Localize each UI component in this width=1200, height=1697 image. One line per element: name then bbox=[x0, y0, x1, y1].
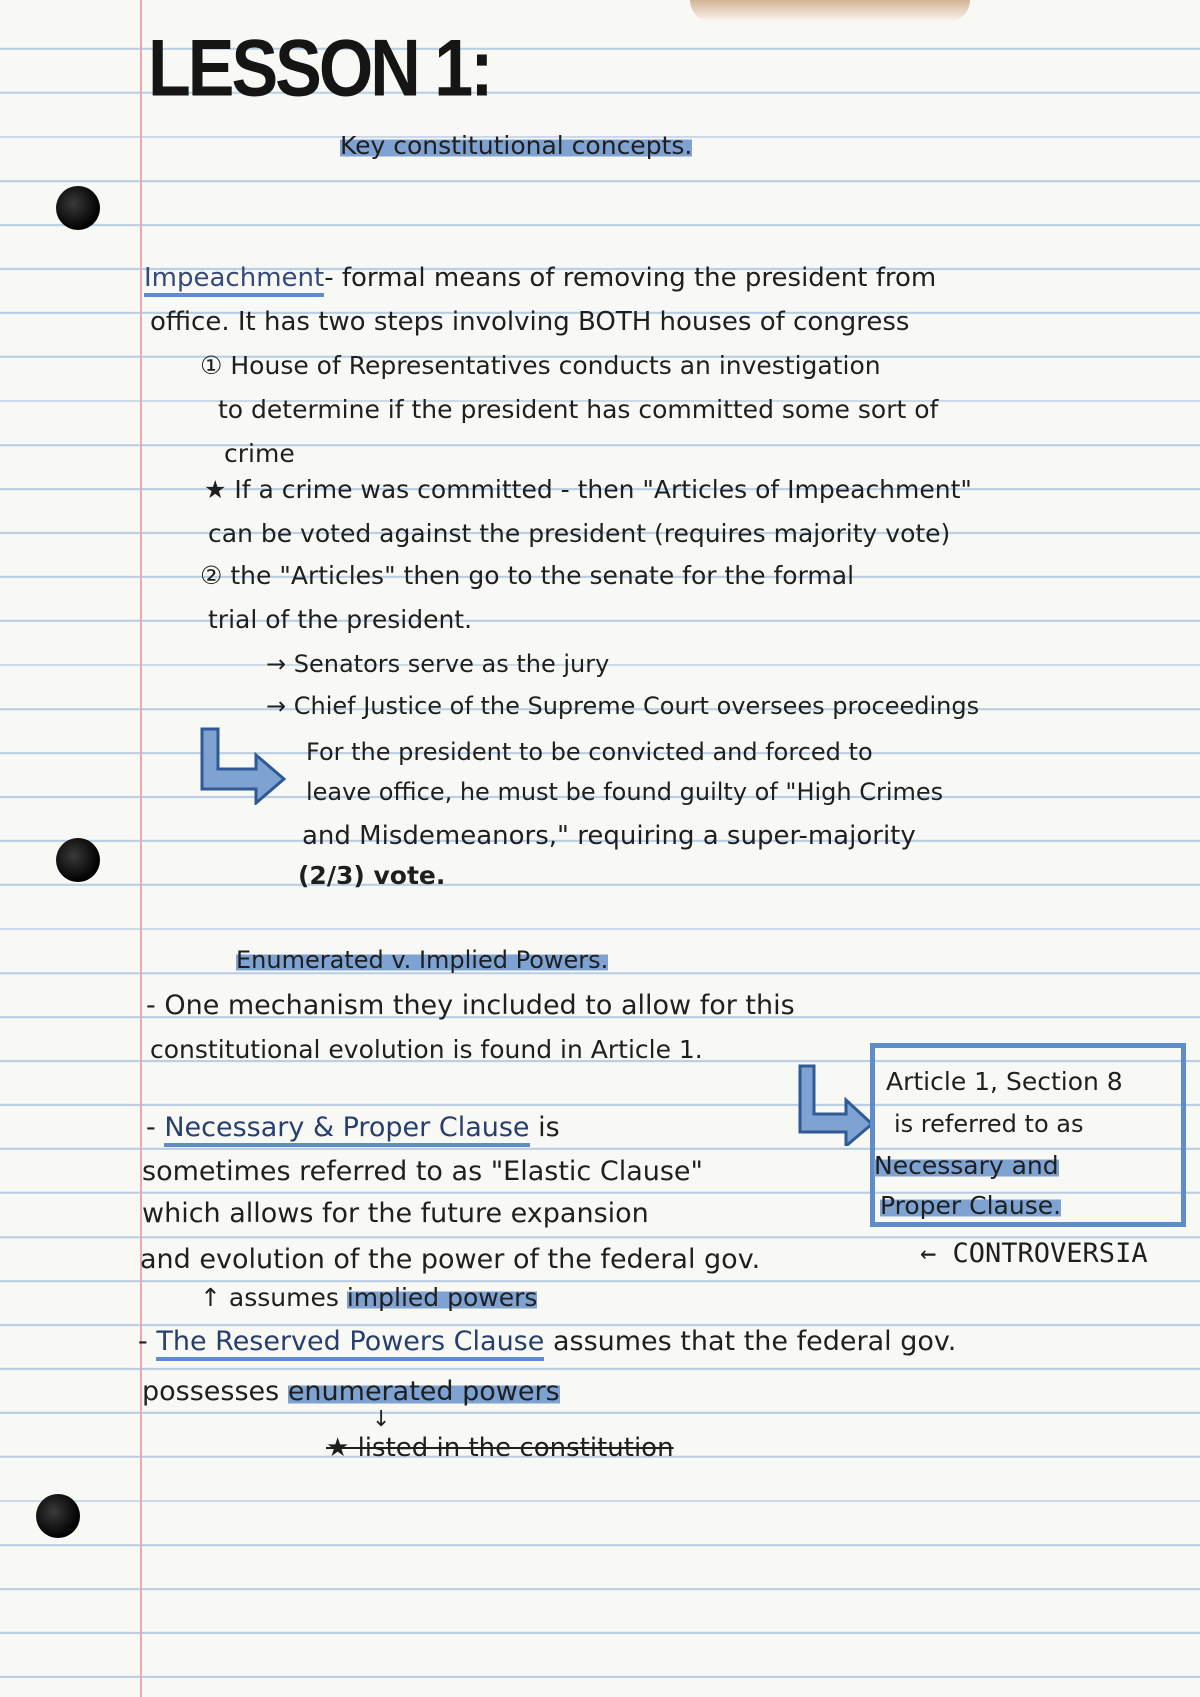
powers-line: - One mechanism they included to allow for this bbox=[146, 990, 795, 1021]
section-heading-key-concepts: Key constitutional concepts. bbox=[340, 131, 693, 160]
necessary-proper-line: and evolution of the power of the federal gov. bbox=[140, 1244, 761, 1275]
star-note-line: can be voted against the president (requires majority vote) bbox=[208, 519, 951, 548]
page-shadow bbox=[690, 0, 970, 22]
box-line: Necessary and bbox=[874, 1151, 1059, 1180]
conviction-line: and Misdemeanors," requiring a super-majority bbox=[302, 821, 916, 851]
bent-arrow-icon bbox=[796, 1062, 876, 1146]
star-note-line: ★ If a crime was committed - then "Articles of Impeachment" bbox=[204, 475, 972, 504]
reserved-powers-term: The Reserved Powers Clause bbox=[156, 1326, 544, 1361]
necessary-proper-term: Necessary & Proper Clause bbox=[164, 1112, 529, 1147]
binder-hole bbox=[36, 1494, 80, 1538]
step-one-line: crime bbox=[224, 439, 295, 468]
step-two-line: ② the "Articles" then go to the senate for the formal bbox=[200, 561, 855, 590]
star-icon: ★ bbox=[204, 475, 227, 504]
conviction-line: leave office, he must be found guilty of "High Crimes bbox=[306, 778, 944, 806]
controversial-note: ← CONTROVERSIA bbox=[920, 1238, 1148, 1269]
bullet-arrow-line: → Senators serve as the jury bbox=[266, 650, 610, 678]
enumerated-powers-term: enumerated powers bbox=[287, 1376, 560, 1407]
impeachment-term: Impeachment bbox=[144, 263, 324, 297]
box-line: is referred to as bbox=[894, 1110, 1084, 1138]
necessary-proper-line: - Necessary & Proper Clause is bbox=[146, 1112, 560, 1144]
necessary-proper-line: which allows for the future expansion bbox=[142, 1198, 649, 1229]
bent-arrow-icon bbox=[190, 725, 290, 805]
conviction-line: For the president to be convicted and forced to bbox=[306, 738, 873, 766]
down-arrow-icon: ↓ bbox=[372, 1407, 391, 1432]
box-line: Article 1, Section 8 bbox=[886, 1067, 1123, 1096]
implied-powers-term: implied powers bbox=[346, 1283, 538, 1312]
step-two-line: trial of the president. bbox=[208, 605, 473, 634]
margin-line bbox=[140, 0, 142, 1697]
binder-hole bbox=[56, 186, 100, 230]
impeachment-definition-line: office. It has two steps involving BOTH houses of congress bbox=[150, 307, 910, 337]
step-one-line: ① House of Representatives conducts an investigation bbox=[200, 351, 881, 380]
listed-note: ★ listed in the constitution bbox=[326, 1433, 674, 1463]
step-one-marker: ① bbox=[200, 351, 223, 380]
reserved-powers-line: possesses enumerated powers bbox=[142, 1376, 560, 1407]
box-line: Proper Clause. bbox=[880, 1191, 1062, 1220]
conviction-line: (2/3) vote. bbox=[298, 861, 446, 890]
section-heading-powers: Enumerated v. Implied Powers. bbox=[236, 946, 609, 974]
binder-hole bbox=[56, 838, 100, 882]
lesson-title: LESSON 1: bbox=[148, 23, 491, 113]
step-two-marker: ② bbox=[200, 561, 223, 590]
powers-line: constitutional evolution is found in Article 1. bbox=[150, 1035, 703, 1064]
necessary-proper-line: sometimes referred to as "Elastic Clause" bbox=[142, 1156, 703, 1187]
reserved-powers-line: - The Reserved Powers Clause assumes that the federal gov. bbox=[138, 1326, 956, 1358]
implied-powers-line: ↑ assumes implied powers bbox=[200, 1283, 538, 1312]
step-one-line: to determine if the president has committed some sort of bbox=[218, 395, 939, 424]
impeachment-definition-line: Impeachment- formal means of removing the president from bbox=[144, 262, 936, 294]
bullet-arrow-line: → Chief Justice of the Supreme Court oversees proceedings bbox=[266, 692, 980, 720]
